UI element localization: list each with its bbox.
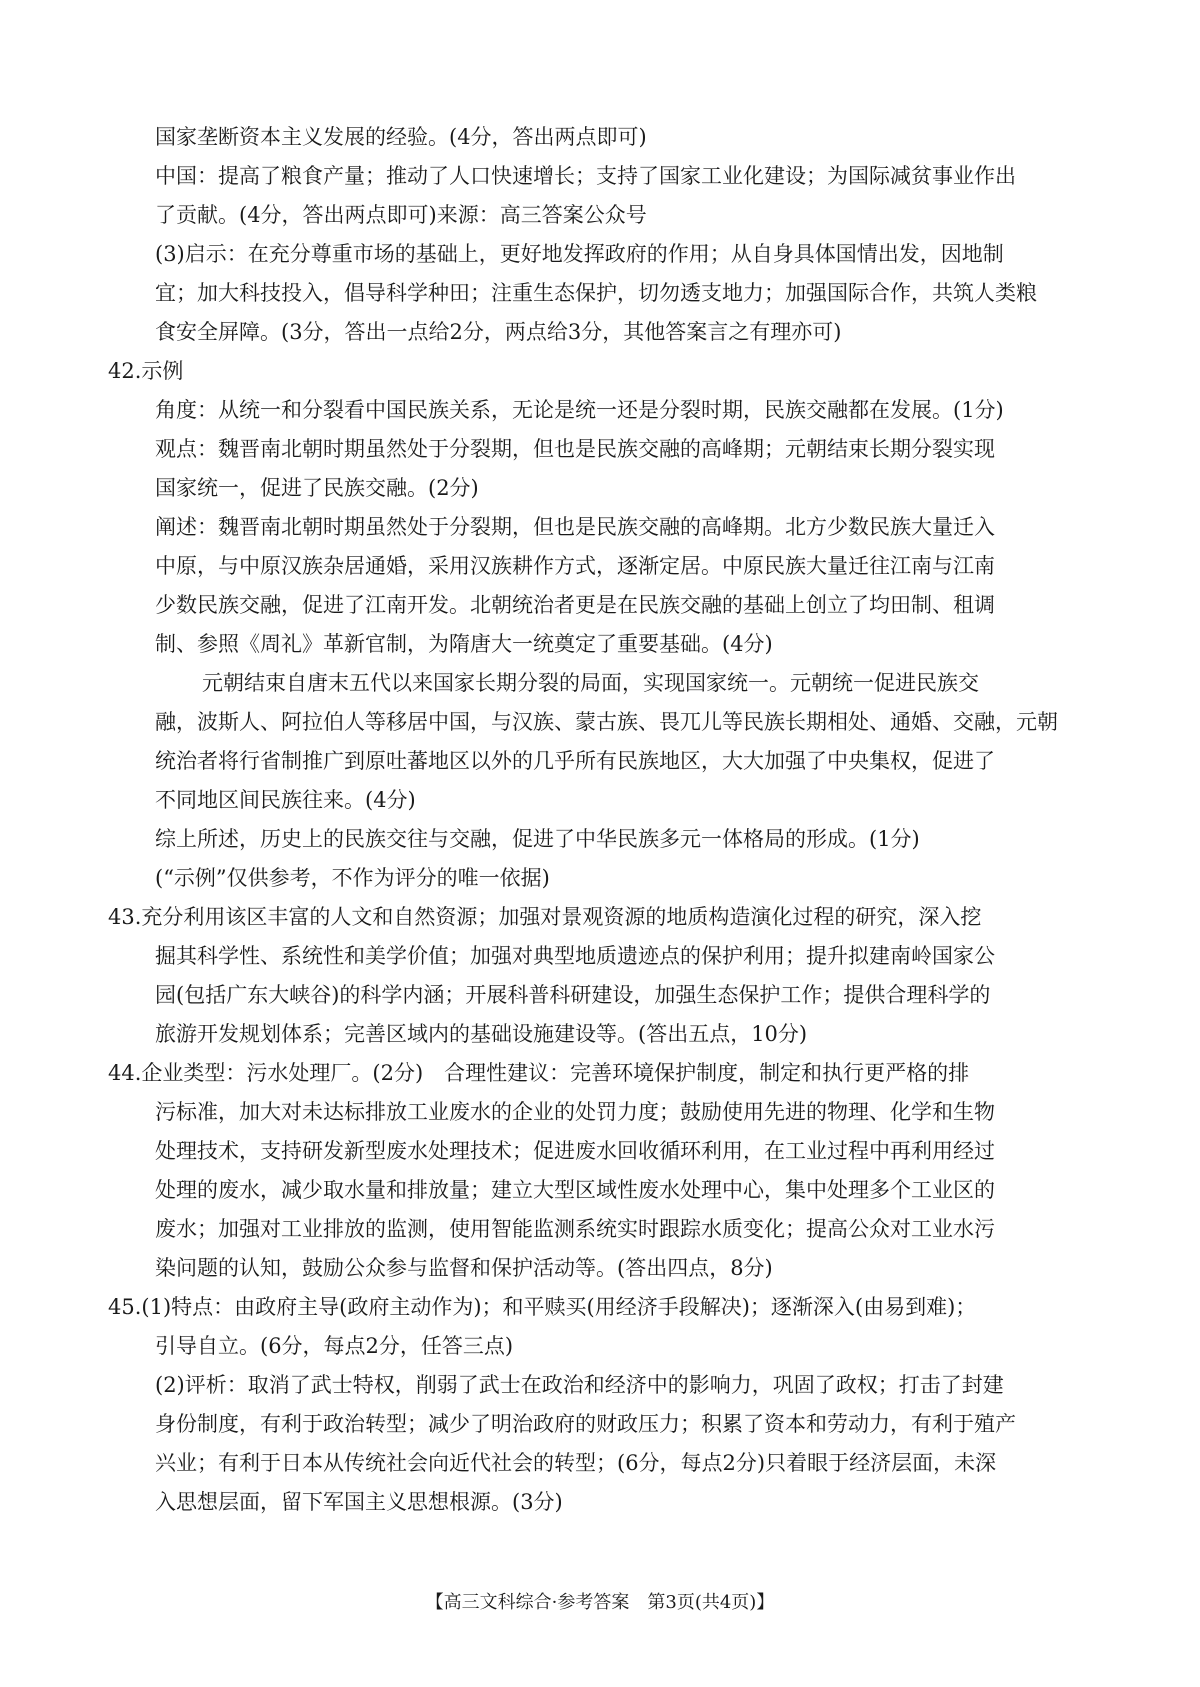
question-42-heading: 42.示例 [108,359,184,383]
text-line: 宜；加大科技投入，倡导科学种田；注重生态保护，切勿透支地力；加强国际合作，共筑人类粮 [155,281,1037,305]
text-line: 染问题的认知，鼓励公众参与监督和保护活动等。(答出四点，8分) [155,1256,773,1280]
question-43-line: 43.充分利用该区丰富的人文和自然资源；加强对景观资源的地质构造演化过程的研究，深入挖 [108,905,982,929]
text-line: (“示例”仅供参考，不作为评分的唯一依据) [155,866,550,890]
text-line: 融，波斯人、阿拉伯人等移居中国，与汉族、蒙古族、畏兀儿等民族长期相处、通婚、交融，元朝 [155,710,1058,734]
question-44-line: 44.企业类型：污水处理厂。(2分) 合理性建议：完善环境保护制度，制定和执行更严格的排 [108,1061,970,1085]
text-line: 身份制度，有利于政治转型；减少了明治政府的财政压力；积累了资本和劳动力，有利于殖产 [155,1412,1016,1436]
text-line: 中原，与中原汉族杂居通婚，采用汉族耕作方式，逐渐定居。中原民族大量迁往江南与江南 [155,554,995,578]
text-line: 综上所述，历史上的民族交往与交融，促进了中华民族多元一体格局的形成。(1分) [155,827,920,851]
text-line: 不同地区间民族往来。(4分) [155,788,416,812]
text-line: 旅游开发规划体系；完善区域内的基础设施建设等。(答出五点，10分) [155,1022,808,1046]
text-line: 国家垄断资本主义发展的经验。(4分，答出两点即可) [155,125,647,149]
text-line: 处理的废水，减少取水量和排放量；建立大型区域性废水处理中心，集中处理多个工业区的 [155,1178,995,1202]
text-line: 污标准，加大对未达标排放工业废水的企业的处罚力度；鼓励使用先进的物理、化学和生物 [155,1100,995,1124]
text-line: 统治者将行省制推广到原吐蕃地区以外的几乎所有民族地区，大大加强了中央集权，促进了 [155,749,995,773]
text-line: 处理技术，支持研发新型废水处理技术；促进废水回收循环利用，在工业过程中再利用经过 [155,1139,995,1163]
text-line: 角度：从统一和分裂看中国民族关系，无论是统一还是分裂时期，民族交融都在发展。(1分) [155,398,1004,422]
text-line: 制、参照《周礼》革新官制，为隋唐大一统奠定了重要基础。(4分) [155,632,773,656]
text-line: 废水；加强对工业排放的监测，使用智能监测系统实时跟踪水质变化；提高公众对工业水污 [155,1217,995,1241]
text-line: 引导自立。(6分，每点2分，任答三点) [155,1334,514,1358]
text-line: 少数民族交融，促进了江南开发。北朝统治者更是在民族交融的基础上创立了均田制、租调 [155,593,995,617]
text-line: 食安全屏障。(3分，答出一点给2分，两点给3分，其他答案言之有理亦可) [155,320,842,344]
text-line: 阐述：魏晋南北朝时期虽然处于分裂期，但也是民族交融的高峰期。北方少数民族大量迁入 [155,515,995,539]
text-line: (3)启示：在充分尊重市场的基础上，更好地发挥政府的作用；从自身具体国情出发，因地制 [155,242,1004,266]
text-line: 国家统一，促进了民族交融。(2分) [155,476,479,500]
page-footer: 【高三文科综合·参考答案 第3页(共4页)】 [425,1592,775,1613]
text-line: 入思想层面，留下军国主义思想根源。(3分) [155,1490,563,1514]
text-line: 观点：魏晋南北朝时期虽然处于分裂期，但也是民族交融的高峰期；元朝结束长期分裂实现 [155,437,995,461]
text-line: 园(包括广东大峡谷)的科学内涵；开展科普科研建设，加强生态保护工作；提供合理科学的 [155,983,991,1007]
text-line: 掘其科学性、系统性和美学价值；加强对典型地质遗迹点的保护利用；提升拟建南岭国家公 [155,944,995,968]
answer-text-body [0,118,1200,1522]
text-line: 了贡献。(4分，答出两点即可)来源：高三答案公众号 [155,203,647,227]
text-line: 元朝结束自唐末五代以来国家长期分裂的局面，实现国家统一。元朝统一促进民族交 [202,671,979,695]
question-45-line: 45.(1)特点：由政府主导(政府主动作为)；和平赎买(用经济手段解决)；逐渐深入(由易到难)； [108,1295,977,1319]
text-line: 兴业；有利于日本从传统社会向近代社会的转型；(6分，每点2分)只着眼于经济层面，未深 [155,1451,997,1475]
text-line: (2)评析：取消了武士特权，削弱了武士在政治和经济中的影响力，巩固了政权；打击了封建 [155,1373,1004,1397]
text-line: 中国：提高了粮食产量；推动了人口快速增长；支持了国家工业化建设；为国际减贫事业作出 [155,164,1016,188]
